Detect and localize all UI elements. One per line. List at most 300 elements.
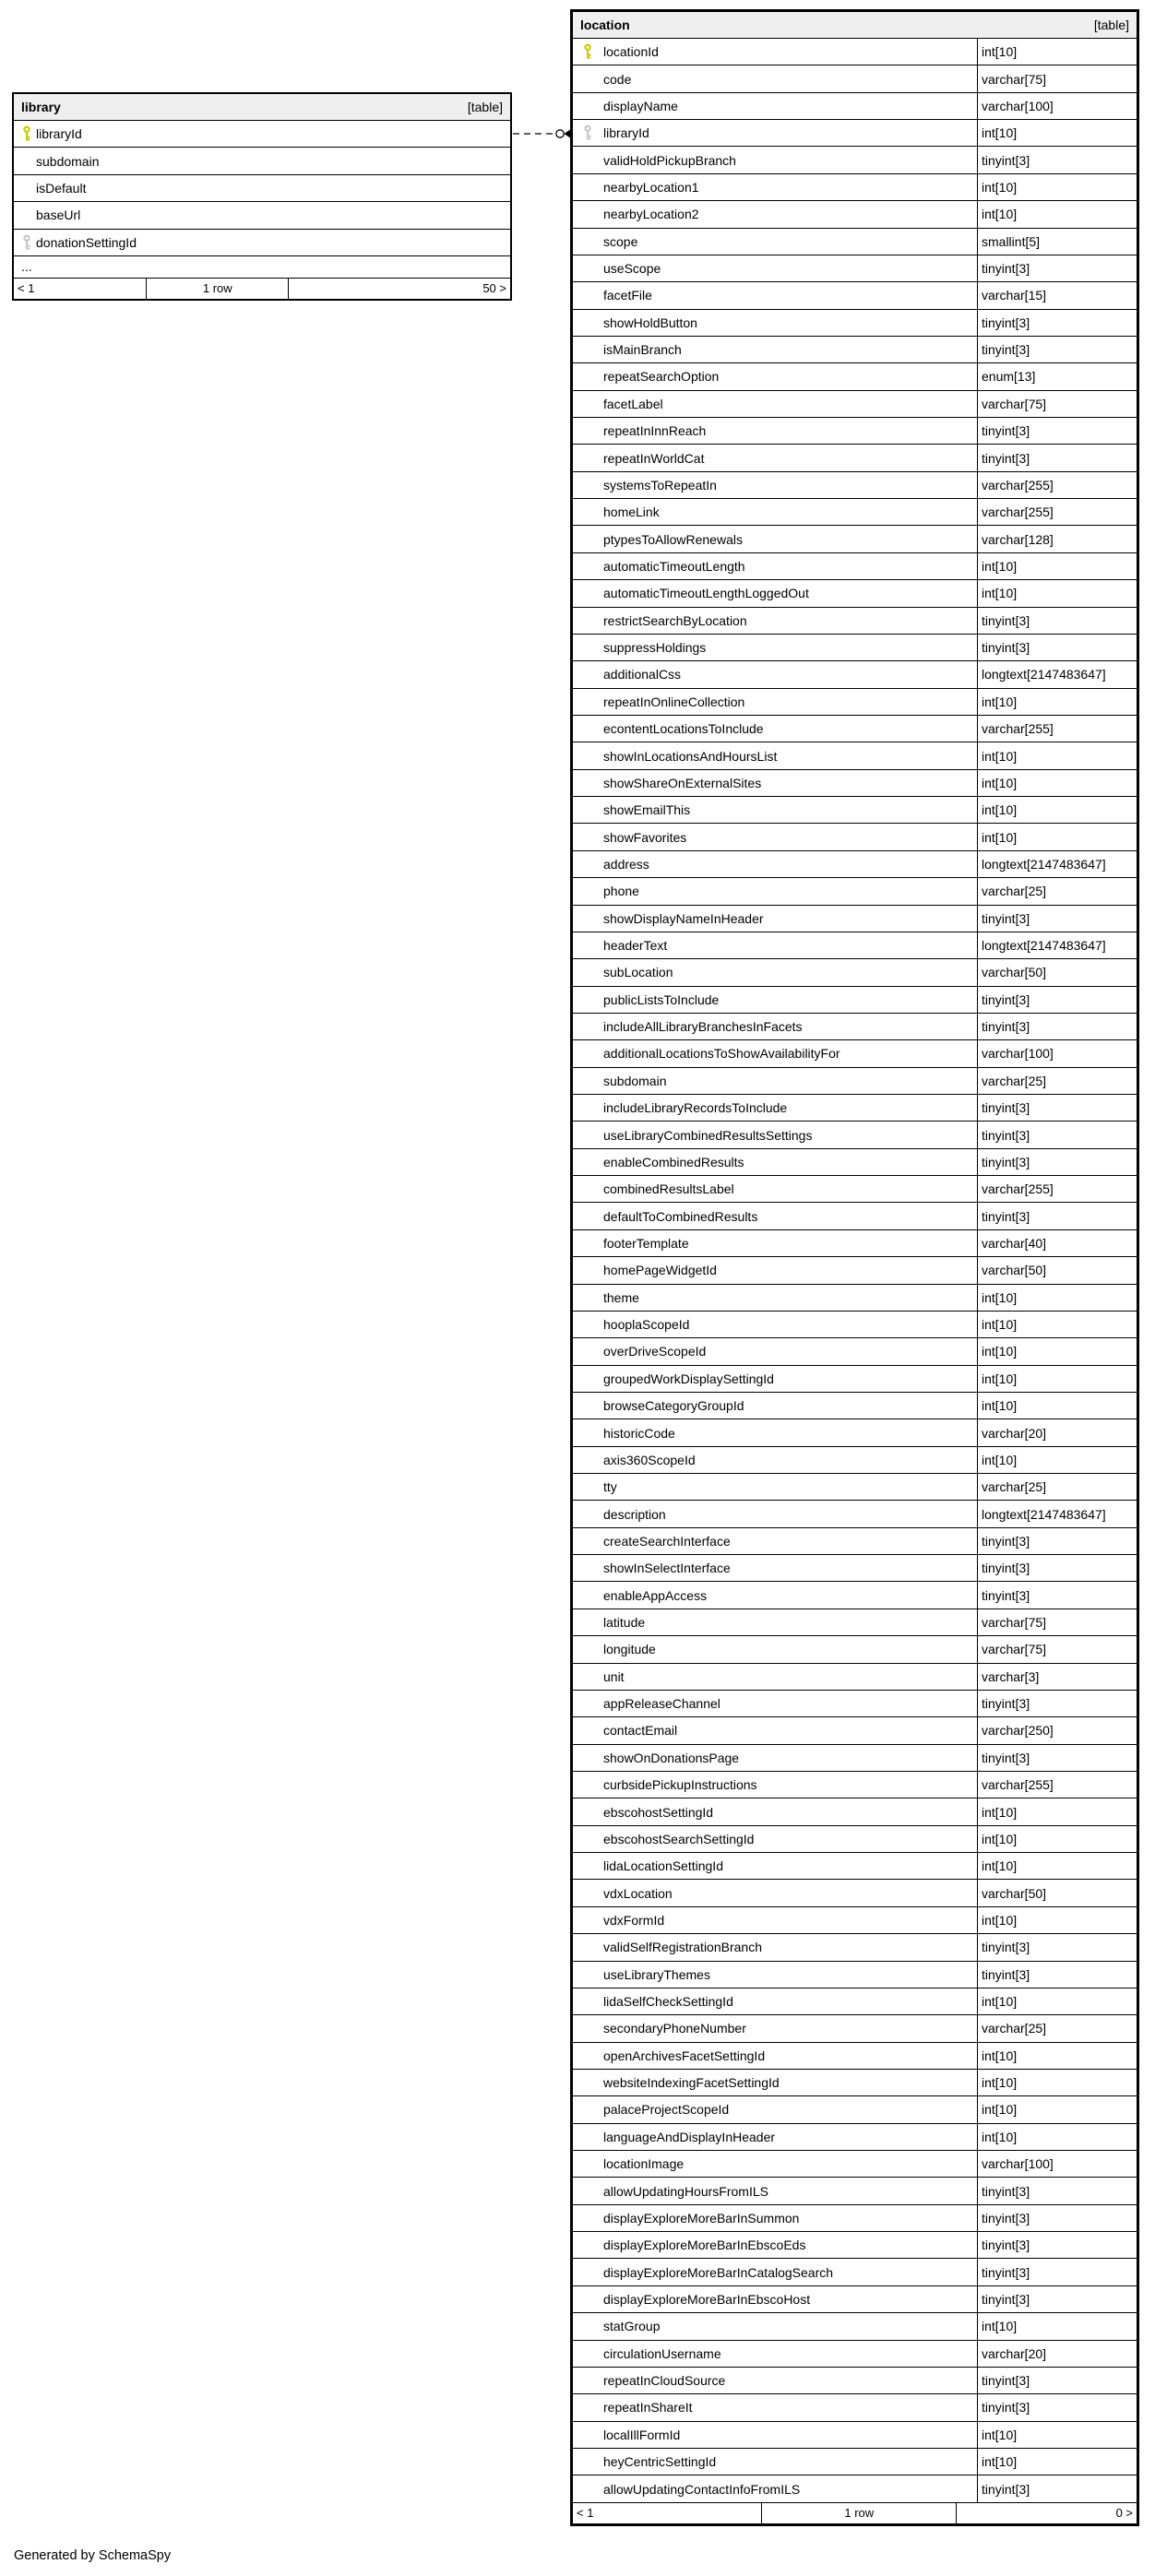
column-name: combinedResultsLabel	[603, 1181, 734, 1197]
column-row	[573, 2070, 1137, 2096]
column-type: int[10]	[982, 179, 1018, 195]
column-type: tinyint[3]	[982, 2264, 1030, 2280]
column-type: varchar[75]	[982, 1642, 1047, 1657]
column-type: varchar[255]	[982, 721, 1054, 737]
column-name: allowUpdatingContactInfoFromILS	[603, 2481, 801, 2497]
column-name: repeatInOnlineCollection	[603, 694, 745, 709]
column-row	[14, 230, 510, 256]
column-name: vdxLocation	[603, 1885, 673, 1901]
column-name: repeatInWorldCat	[603, 450, 705, 466]
column-row	[573, 1149, 1137, 1176]
location-table-footer	[573, 2503, 1137, 2523]
column-name: showHoldButton	[603, 315, 697, 330]
column-row	[573, 2232, 1137, 2259]
column-type: tinyint[3]	[982, 1940, 1030, 1955]
column-row	[573, 2313, 1137, 2340]
column-name: locationId	[603, 44, 659, 60]
column-row	[573, 1068, 1137, 1095]
column-type: tinyint[3]	[982, 1208, 1030, 1224]
column-name: unit	[603, 1668, 625, 1684]
column-row	[573, 742, 1137, 769]
column-type: varchar[255]	[982, 477, 1054, 493]
column-name: lidaSelfCheckSettingId	[603, 1994, 733, 2010]
column-row	[573, 1257, 1137, 1284]
column-type: tinyint[3]	[982, 342, 1030, 358]
column-row	[573, 310, 1137, 337]
column-row	[573, 282, 1137, 309]
library-table-footer	[14, 279, 510, 299]
column-type: tinyint[3]	[982, 2400, 1030, 2416]
column-name: heyCentricSettingId	[603, 2454, 717, 2470]
column-row	[573, 337, 1137, 363]
column-row	[573, 1826, 1137, 1853]
location-column-list	[573, 39, 1137, 2503]
column-type: tinyint[3]	[982, 2292, 1030, 2307]
column-name: homeLink	[603, 505, 660, 520]
column-type: varchar[255]	[982, 1181, 1054, 1197]
column-row	[573, 851, 1137, 878]
location-table-header	[573, 12, 1137, 39]
column-type: tinyint[3]	[982, 910, 1030, 926]
column-type: tinyint[3]	[982, 1100, 1030, 1116]
column-row	[573, 120, 1137, 147]
column-type: int[10]	[982, 1858, 1018, 1874]
column-type: int[10]	[982, 1831, 1018, 1846]
column-row	[573, 2259, 1137, 2285]
column-type: int[10]	[982, 207, 1018, 222]
column-name: scope	[603, 233, 638, 249]
column-type: tinyint[3]	[982, 612, 1030, 628]
column-type: int[10]	[982, 802, 1018, 818]
column-row	[573, 1393, 1137, 1419]
truncation-ellipsis-row: ...	[14, 256, 510, 279]
column-type: varchar[50]	[982, 1885, 1047, 1901]
column-type: tinyint[3]	[982, 152, 1030, 168]
column-name: lidaLocationSettingId	[603, 1858, 723, 1874]
column-row	[573, 906, 1137, 932]
column-type: longtext[2147483647]	[982, 1506, 1106, 1522]
column-type: tinyint[3]	[982, 1587, 1030, 1603]
column-type: varchar[50]	[982, 1263, 1047, 1278]
column-name: repeatInInnReach	[603, 423, 707, 439]
column-row	[573, 770, 1137, 797]
column-type: varchar[75]	[982, 1615, 1047, 1631]
location-table-title[interactable]: location	[580, 18, 630, 32]
column-row	[14, 202, 510, 229]
column-name: subdomain	[603, 1073, 667, 1088]
column-name: latitude	[603, 1615, 646, 1631]
column-row	[573, 1095, 1137, 1122]
column-row	[573, 2124, 1137, 2151]
column-row	[573, 1474, 1137, 1501]
foreign-key-icon	[583, 125, 593, 141]
column-row	[573, 1447, 1137, 1474]
column-type: tinyint[3]	[982, 2481, 1030, 2497]
column-name: libraryId	[36, 126, 82, 142]
column-type: int[10]	[982, 2319, 1018, 2334]
column-row	[573, 2015, 1137, 2042]
column-type: int[10]	[982, 1371, 1018, 1386]
column-name: ebscohostSettingId	[603, 1804, 714, 1820]
relationship-connector	[503, 121, 577, 147]
column-type: int[10]	[982, 586, 1018, 601]
column-name: contactEmail	[603, 1723, 678, 1739]
column-name: repeatInShareIt	[603, 2400, 693, 2416]
column-name: showFavorites	[603, 829, 687, 845]
pager-prev[interactable]: < 1	[18, 281, 35, 296]
column-type: int[10]	[982, 1452, 1018, 1467]
column-row	[573, 1040, 1137, 1067]
column-type: int[10]	[982, 1804, 1018, 1820]
library-table-header	[14, 94, 510, 121]
column-name: showInLocationsAndHoursList	[603, 748, 778, 764]
column-name: displayExploreMoreBarInSummon	[603, 2210, 800, 2226]
column-row	[573, 1338, 1137, 1365]
column-type: int[10]	[982, 1398, 1018, 1414]
column-row	[573, 229, 1137, 255]
column-row	[573, 716, 1137, 742]
column-row	[573, 1555, 1137, 1582]
column-name: phone	[603, 884, 639, 899]
column-type: tinyint[3]	[982, 1127, 1030, 1143]
location-table	[570, 9, 1139, 2526]
column-row	[573, 1691, 1137, 1717]
column-type: int[10]	[982, 1994, 1018, 2010]
column-name: isMainBranch	[603, 342, 682, 358]
column-row	[573, 418, 1137, 445]
column-type: tinyint[3]	[982, 2373, 1030, 2389]
column-type: tinyint[3]	[982, 2183, 1030, 2199]
column-row	[573, 39, 1137, 65]
column-type: tinyint[3]	[982, 991, 1030, 1007]
column-name: displayExploreMoreBarInEbscoHost	[603, 2292, 811, 2307]
column-type: tinyint[3]	[982, 640, 1030, 656]
column-type: longtext[2147483647]	[982, 856, 1106, 872]
column-type: int[10]	[982, 748, 1018, 764]
column-name: description	[603, 1506, 666, 1522]
column-name: facetFile	[603, 288, 652, 303]
column-row	[573, 391, 1137, 418]
column-row	[573, 878, 1137, 905]
column-type: int[10]	[982, 2427, 1018, 2442]
column-type: tinyint[3]	[982, 1019, 1030, 1035]
column-name: validSelfRegistrationBranch	[603, 1940, 762, 1955]
column-row	[573, 661, 1137, 688]
foreign-key-icon	[22, 234, 32, 251]
column-name: overDriveScopeId	[603, 1344, 707, 1359]
column-name: ebscohostSearchSettingId	[603, 1831, 755, 1846]
generated-by-note: Generated by SchemaSpy	[14, 2548, 172, 2563]
column-name: groupedWorkDisplaySettingId	[603, 1371, 774, 1386]
column-name: code	[603, 71, 632, 87]
column-type: tinyint[3]	[982, 450, 1030, 466]
column-type: longtext[2147483647]	[982, 667, 1106, 683]
column-type: int[10]	[982, 559, 1018, 574]
column-row	[573, 1798, 1137, 1825]
column-name: locationImage	[603, 2156, 685, 2172]
column-name: enableCombinedResults	[603, 1154, 744, 1169]
column-type: tinyint[3]	[982, 423, 1030, 439]
column-row	[573, 2205, 1137, 2232]
column-name: headerText	[603, 938, 668, 954]
column-row	[573, 255, 1137, 282]
column-row	[573, 2286, 1137, 2313]
row-count: 1 row	[146, 279, 288, 299]
column-name: displayName	[603, 98, 678, 113]
column-type: varchar[255]	[982, 1777, 1054, 1793]
column-name: showOnDonationsPage	[603, 1750, 740, 1765]
column-type: varchar[15]	[982, 288, 1047, 303]
column-row	[573, 553, 1137, 580]
column-name: includeAllLibraryBranchesInFacets	[603, 1019, 803, 1035]
column-type: tinyint[3]	[982, 1696, 1030, 1712]
column-type: int[10]	[982, 1344, 1018, 1359]
column-type: varchar[25]	[982, 884, 1047, 899]
column-row	[573, 1366, 1137, 1393]
column-row	[573, 1636, 1137, 1663]
column-row	[573, 1419, 1137, 1446]
column-row	[573, 2151, 1137, 2178]
column-name: circulationUsername	[603, 2345, 721, 2361]
column-row	[573, 1880, 1137, 1906]
column-row	[573, 2341, 1137, 2368]
column-row	[573, 1664, 1137, 1691]
column-name: facetLabel	[603, 396, 663, 411]
row-count: 1 row	[761, 2503, 956, 2523]
column-name: browseCategoryGroupId	[603, 1398, 744, 1414]
column-row	[573, 2178, 1137, 2204]
column-row	[573, 580, 1137, 607]
column-name: hooplaScopeId	[603, 1317, 690, 1333]
table-badge: [table]	[1093, 18, 1129, 32]
column-row	[573, 1122, 1137, 1148]
column-row	[573, 65, 1137, 92]
column-row	[573, 824, 1137, 850]
column-name: appReleaseChannel	[603, 1696, 720, 1712]
column-name: econtentLocationsToInclude	[603, 721, 764, 737]
column-row	[573, 2475, 1137, 2502]
column-name: openArchivesFacetSettingId	[603, 2048, 766, 2063]
pager-prev[interactable]: < 1	[577, 2506, 594, 2521]
column-row	[573, 797, 1137, 824]
column-row	[573, 472, 1137, 499]
column-type: tinyint[3]	[982, 1533, 1030, 1549]
column-row	[573, 959, 1137, 986]
column-type: varchar[3]	[982, 1668, 1040, 1684]
column-name: address	[603, 856, 649, 872]
column-name: systemsToRepeatIn	[603, 477, 717, 493]
column-row	[573, 1582, 1137, 1609]
column-name: donationSettingId	[36, 234, 137, 250]
column-name: useScope	[603, 261, 661, 277]
column-row	[573, 1312, 1137, 1338]
column-type: int[10]	[982, 2454, 1018, 2470]
column-name: showEmailThis	[603, 802, 691, 818]
column-row	[573, 2368, 1137, 2394]
column-type: tinyint[3]	[982, 315, 1030, 330]
column-name: suppressHoldings	[603, 640, 707, 656]
column-type: int[10]	[982, 1912, 1018, 1928]
column-type: int[10]	[982, 829, 1018, 845]
column-type: tinyint[3]	[982, 261, 1030, 277]
column-type: int[10]	[982, 694, 1018, 709]
column-type: varchar[250]	[982, 1723, 1054, 1739]
column-name: vdxFormId	[603, 1912, 665, 1928]
column-row	[573, 1285, 1137, 1312]
column-type: varchar[75]	[982, 71, 1047, 87]
column-row	[573, 1772, 1137, 1798]
column-row	[573, 1176, 1137, 1203]
column-row	[573, 147, 1137, 173]
column-name: isDefault	[36, 180, 87, 196]
column-type: tinyint[3]	[982, 1750, 1030, 1765]
column-row	[14, 175, 510, 202]
column-type: int[10]	[982, 2102, 1018, 2118]
column-name: displayExploreMoreBarInCatalogSearch	[603, 2264, 834, 2280]
column-name: websiteIndexingFacetSettingId	[603, 2075, 780, 2091]
column-row	[573, 2449, 1137, 2475]
column-row	[573, 445, 1137, 471]
column-name: homePageWidgetId	[603, 1263, 717, 1278]
column-type: varchar[20]	[982, 2345, 1047, 2361]
column-row	[573, 1203, 1137, 1229]
column-row	[573, 2096, 1137, 2123]
column-name: subdomain	[36, 153, 100, 169]
column-row	[573, 689, 1137, 716]
column-name: additionalLocationsToShowAvailabilityFor	[603, 1046, 840, 1062]
column-type: int[10]	[982, 1317, 1018, 1333]
column-name: defaultToCombinedResults	[603, 1208, 758, 1224]
column-name: historicCode	[603, 1425, 675, 1441]
column-type: int[10]	[982, 2075, 1018, 2091]
column-type: varchar[40]	[982, 1235, 1047, 1251]
column-name: footerTemplate	[603, 1235, 689, 1251]
column-name: validHoldPickupBranch	[603, 152, 736, 168]
primary-key-icon	[22, 125, 32, 142]
column-row	[573, 932, 1137, 959]
column-name: axis360ScopeId	[603, 1452, 696, 1467]
column-name: repeatSearchOption	[603, 369, 720, 385]
primary-key-icon	[583, 43, 593, 60]
column-type: smallint[5]	[982, 233, 1041, 249]
column-name: additionalCss	[603, 667, 682, 683]
column-type: varchar[20]	[982, 1425, 1047, 1441]
column-name: libraryId	[603, 125, 649, 141]
column-type: int[10]	[982, 44, 1018, 60]
column-type: varchar[50]	[982, 965, 1047, 980]
column-name: showShareOnExternalSites	[603, 775, 762, 790]
column-name: tty	[603, 1479, 617, 1495]
column-row	[573, 201, 1137, 228]
library-table-title[interactable]: library	[21, 100, 61, 114]
column-name: statGroup	[603, 2319, 661, 2334]
pager-next[interactable]: 50 >	[288, 279, 510, 299]
column-type: tinyint[3]	[982, 2238, 1030, 2253]
column-name: subLocation	[603, 965, 673, 980]
column-type: varchar[25]	[982, 2021, 1047, 2036]
column-name: palaceProjectScopeId	[603, 2102, 730, 2118]
column-name: ptypesToAllowRenewals	[603, 531, 743, 547]
column-type: tinyint[3]	[982, 2210, 1030, 2226]
column-type: longtext[2147483647]	[982, 938, 1106, 954]
column-name: showInSelectInterface	[603, 1561, 731, 1576]
library-column-list	[14, 121, 510, 256]
column-row	[573, 1934, 1137, 1961]
column-name: curbsidePickupInstructions	[603, 1777, 757, 1793]
column-row	[573, 1988, 1137, 2015]
column-type: int[10]	[982, 2129, 1018, 2144]
column-name: theme	[603, 1289, 639, 1305]
column-name: nearbyLocation1	[603, 179, 699, 195]
column-name: useLibraryThemes	[603, 1966, 710, 1982]
column-row	[573, 608, 1137, 635]
column-name: localIllFormId	[603, 2427, 681, 2442]
column-name: enableAppAccess	[603, 1587, 708, 1603]
column-name: nearbyLocation2	[603, 207, 699, 222]
column-name: longitude	[603, 1642, 656, 1657]
column-type: tinyint[3]	[982, 1966, 1030, 1982]
column-type: varchar[100]	[982, 98, 1054, 113]
column-type: varchar[25]	[982, 1073, 1047, 1088]
column-type: varchar[128]	[982, 531, 1054, 547]
column-row	[573, 93, 1137, 120]
column-type: tinyint[3]	[982, 1561, 1030, 1576]
column-name: restrictSearchByLocation	[603, 612, 747, 628]
column-row	[573, 1907, 1137, 1934]
column-row	[573, 1230, 1137, 1257]
column-row	[573, 363, 1137, 390]
column-row	[573, 174, 1137, 201]
column-name: displayExploreMoreBarInEbscoEds	[603, 2238, 806, 2253]
column-row	[573, 987, 1137, 1014]
column-row	[573, 1609, 1137, 1636]
column-type: int[10]	[982, 1289, 1018, 1305]
column-name: baseUrl	[36, 208, 81, 223]
column-type: tinyint[3]	[982, 1154, 1030, 1169]
column-name: showDisplayNameInHeader	[603, 910, 764, 926]
pager-next[interactable]: 0 >	[956, 2503, 1137, 2523]
column-row	[573, 2422, 1137, 2449]
column-row	[573, 526, 1137, 552]
column-row	[573, 1528, 1137, 1555]
column-row	[573, 1717, 1137, 1744]
column-type: varchar[100]	[982, 2156, 1054, 2172]
column-row	[573, 1962, 1137, 1988]
column-type: varchar[255]	[982, 505, 1054, 520]
library-table	[12, 92, 512, 301]
column-row	[573, 499, 1137, 526]
column-type: varchar[100]	[982, 1046, 1054, 1062]
column-row	[573, 2394, 1137, 2421]
column-row	[573, 635, 1137, 661]
column-type: enum[13]	[982, 369, 1036, 385]
column-name: languageAndDisplayInHeader	[603, 2129, 776, 2144]
column-name: useLibraryCombinedResultsSettings	[603, 1127, 813, 1143]
column-name: repeatInCloudSource	[603, 2373, 726, 2389]
column-name: includeLibraryRecordsToInclude	[603, 1100, 788, 1116]
column-row	[14, 121, 510, 148]
column-row	[573, 2043, 1137, 2070]
column-type: varchar[25]	[982, 1479, 1047, 1495]
column-row	[573, 1501, 1137, 1527]
column-row	[14, 148, 510, 174]
table-badge: [table]	[467, 100, 503, 114]
column-name: allowUpdatingHoursFromILS	[603, 2183, 768, 2199]
column-name: secondaryPhoneNumber	[603, 2021, 746, 2036]
column-name: automaticTimeoutLengthLoggedOut	[603, 586, 809, 601]
column-name: createSearchInterface	[603, 1533, 731, 1549]
column-row	[573, 1014, 1137, 1040]
